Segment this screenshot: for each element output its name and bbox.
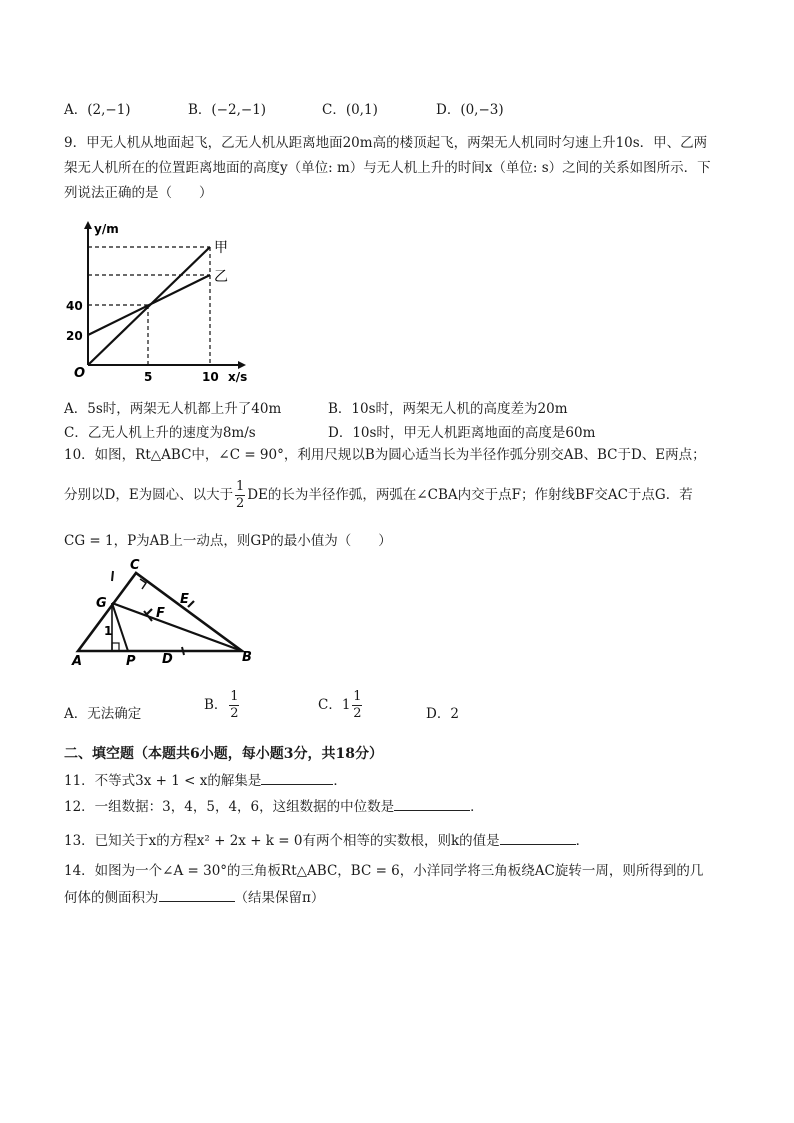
q8-option-d: D．(0,−3) (436, 102, 504, 118)
q11-answer-blank[interactable] (261, 770, 333, 785)
x-tick-5: 5 (144, 370, 153, 384)
q9-option-d: D．10s时，甲无人机距离地面的高度是60m (328, 425, 596, 441)
q10-figure (66, 555, 266, 670)
frac-den: 2 (230, 706, 239, 721)
q13 (64, 830, 589, 850)
y-axis-label: y/m (94, 222, 119, 236)
q11-end: ． (333, 773, 347, 789)
label-E: E (180, 592, 189, 607)
q13-text: 13．已知关于x的方程x² + 2x + k = 0有两个相等的实数根，则k的值是 (64, 833, 500, 849)
frac-den: 2 (236, 496, 245, 511)
q12-text: 12．一组数据：3，4，5，4，6，这组数据的中位数是 (64, 799, 395, 815)
q14-line-2 (64, 887, 324, 907)
q9-line-1: 9．甲无人机从地面起飞，乙无人机从距离地面20m高的楼顶起飞，两架无人机同时匀速上升10s．甲、乙两 (64, 135, 708, 151)
q9-graph (60, 215, 260, 390)
label-G: G (96, 596, 107, 611)
label-B: B (242, 650, 252, 665)
q8-option-a: A．(2,−1) (64, 102, 131, 118)
label-jia: 甲 (214, 240, 228, 256)
frac-num: 1 (230, 689, 239, 704)
q14-answer-blank[interactable] (159, 887, 235, 902)
q14-line-2-pre: 何体的侧面积为 (64, 890, 159, 906)
label-D: D (162, 652, 173, 667)
q9-option-a: A．5s时，两架无人机都上升了40m (64, 401, 282, 417)
frac-num: 1 (236, 479, 245, 494)
q10-option-b-frac (229, 690, 239, 721)
q14-line-2-post: （结果保留π） (234, 890, 325, 906)
q14-line-1: 14．如图为一个∠A = 30°的三角板Rt△ABC，BC = 6，小洋同学将三角板绕AC旋转一周，则所得到的几 (64, 863, 704, 879)
q10-fraction (235, 480, 245, 511)
q8-option-b: B．(−2,−1) (188, 102, 267, 118)
label-P: P (126, 654, 136, 669)
q10-line-1: 10．如图，Rt△ABC中，∠C = 90°，利用尺规以B为圆心适当长为半径作弧分别交AB、BC于D、E两点； (64, 447, 706, 463)
frac-num: 1 (353, 689, 362, 704)
line-yi (88, 275, 210, 335)
label-F: F (156, 606, 165, 621)
q10-option-a: A．无法确定 (64, 706, 142, 722)
frac-den: 2 (353, 706, 362, 721)
q13-answer-blank[interactable] (500, 830, 576, 845)
q10-option-c-prefix: C．1 (318, 697, 351, 713)
q10-line-3: CG = 1，P为AB上一动点，则GP的最小值为（ ） (64, 533, 392, 549)
label-yi: 乙 (214, 269, 228, 285)
q10-option-b (204, 690, 241, 721)
y-tick-20: 20 (66, 329, 83, 343)
q8-option-c: C．(0,1) (322, 102, 378, 118)
q10-line-2 (64, 480, 693, 511)
x-axis-label: x/s (228, 370, 248, 384)
q10-option-d: D．2 (426, 706, 459, 722)
q10-option-c (318, 690, 364, 721)
q12 (64, 796, 484, 816)
q10-option-c-frac (352, 690, 362, 721)
q9-option-b: B．10s时，两架无人机的高度差为20m (328, 401, 568, 417)
q9-line-3: 列说法正确的是（ ） (64, 185, 213, 201)
q11-text: 11．不等式3x + 1 < x的解集是 (64, 773, 262, 789)
origin-label: O (74, 366, 86, 381)
q10-line-2-post: DE的长为半径作弧，两弧在∠CBA内交于点F；作射线BF交AC于点G．若 (247, 487, 693, 503)
q11 (64, 770, 347, 790)
label-C: C (130, 558, 140, 573)
q13-end: ． (575, 833, 590, 849)
x-tick-10: 10 (202, 370, 219, 384)
section-2-heading: 二、填空题（本题共6小题，每小题3分，共18分） (64, 746, 383, 762)
label-A: A (72, 654, 83, 669)
q12-answer-blank[interactable] (394, 796, 470, 811)
q10-option-b-prefix: B． (204, 697, 228, 713)
y-tick-40: 40 (66, 299, 83, 313)
q12-end: ． (470, 799, 484, 815)
q9-option-c: C．乙无人机上升的速度为8m/s (64, 425, 256, 441)
q10-line-2-pre: 分别以D，E为圆心、以大于 (64, 487, 234, 503)
label-1: 1 (104, 624, 113, 638)
q9-line-2: 架无人机所在的位置距离地面的高度y（单位: m）与无人机上升的时间x（单位: s）之间的关系如图所示．下 (64, 160, 711, 176)
